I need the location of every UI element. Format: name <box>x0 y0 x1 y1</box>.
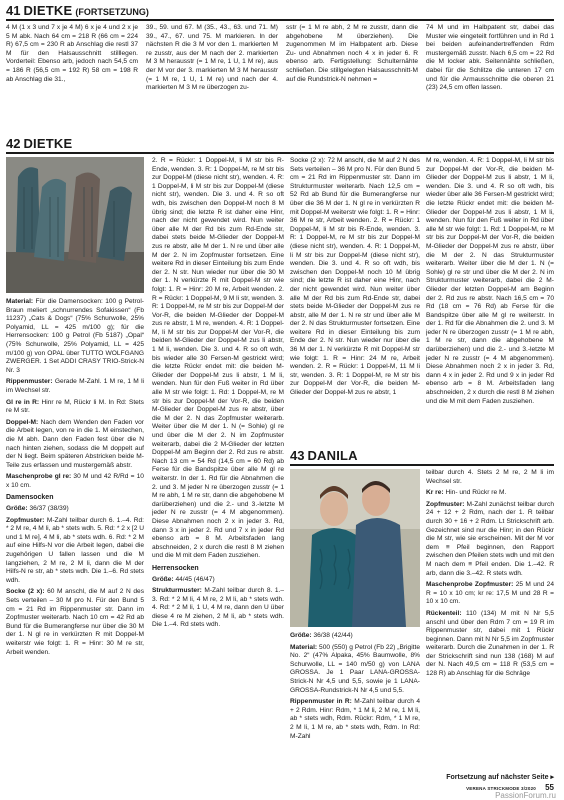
s42-col-1: Material: Für die Damensocken: 100 g Petrol-Braun meliert „schnurrendes Sofakissen“ (Fb 11237) „Cats & Dogs“ (75% Schurwolle, 25% Polyamid, LL = 425 m/100 g); für die Herrensocken: 100 g Petrol (Fb 5187) „Opal“ (75% Schurwolle, 25% Polyamid, LL = 425 m/100 g) von OPAL über TUTTO WOLFGANG ZWERGER. 1 Set ADDI CRASY TRIO-Strick-N Nr. 3 Rippenmuster: Gerade M-Zahl. 1 M re, 1 M li im Wechsel str. Gl re in R: Hinr re M, Rückr li M. In Rd: Stets re M str. Doppel-M: Nach dem Wenden den Faden vor die Arbeit legen, von re in die 1. M einstechen, die M abh. Dann den Faden fest über die N nach hinten ziehen, sodass die M doppelt auf der N liegt. Beim späteren Abstricken beide M-Teile zus erfassen und mustergemäß abstr. Maschenprobe gl re: 30 M und 42 R/Rd = 10 x 10 cm. Damensocken Größe: 36/37 (38/39) Zopfmuster: M-Zahl teilbar durch 6. 1.–4. Rd: * 2 M re, 4 M li, ab * stets wdh. 5. Rd: * 2 x [2 U und 1 M re], 4 M li, ab * stets wdh. 6. Rd: * 2 M auf eine Hilfs-N vor die Arbeit legen, dabei die zugehörigen U fallen lassen und die M langziehen, 2 M re, 2 M li, dann die M der Hilfs-N re str, ab * stets wdh. Die 1.–6. Rd stets wdh. Socke (2 x): 60 M anschl, die M auf 2 N des Sets verteilen – 30 M pro N. Für den Bund 5 cm = 21 Rd im Rippenmuster str. Dann im Zopfmuster weiterarb. Nach 10 cm = 42 Rd ab Bund für die Bumerangferse nur über die 30 M der 1. N gl re in verkürzten R mit Doppel-M weiterstr wie folgt: 1. R = Hinr: 30 M re str, Arbeit wenden. <box>6 298 144 656</box>
s43-col-2: teilbar durch 4. Stets 2 M re, 2 M li im Wechsel str. Kr re: Hin- und Rückr re M. Zopfmuster: M-Zahl zunächst teilbar durch 24 + 12 + 2 Rdm, nach der 1. R teilbar durch 30 + 16 + 2 Rdm. Lt Strickschrift arb. Gezeichnet sind nur die Hinr; in den Rückr die M str, wie sie erscheinen. Mit der M vor dem ≡ Pfeil beginnen, den Rapport zwischen den Pfeilen stets wdh und mit den M nach dem ≡ Pfeil enden. Die 1.–42. R arb, dann die 3.–42. R stets wdh. Maschenprobe Zopfmuster: 25 M und 24 R = 10 x 10 cm; kr re: 17,5 M und 28 R = 10 x 10 cm. Rückenteil: 110 (134) M mit N Nr 5,5 anschl und über den Rdm 7 cm = 19 R im Rippenmuster str, dabei mit 1 Rückr beginnen. Dann mit N Nr 5,5 im Zopfmuster weiterarb. Durch die Zunahmen in der 1. R der Strickschrift sind nun 138 (168) M auf der N. Nach 49,5 cm = 118 R (53,5 cm = 128 R) ab Anschlag für die Schräge <box>426 469 554 678</box>
s41-col-1: 4 M (1 x 3 und 7 x je 4 M) 6 x je 4 und 2 x je 5 M abk. Nach 64 cm = 218 R (66 cm = 224 R) 67,5 cm = 230 R ab Anschlag die restl 37 M für den Halsausschnitt stilllegen. Vorderteil: Ebenso arb, jedoch nach 54,5 cm = 186 R (56,5 cm = 192 R) 58 cm = 198 R ab Anschlag die 31., <box>6 24 138 83</box>
sweater-photo <box>290 469 420 627</box>
section-41-name: DIETKE <box>23 3 73 18</box>
s41-col-2: 39., 59. und 67. M (35., 43., 63. und 71. M) 39., 47., 67. und 75. M markieren. In der nächsten R die 3 M vor den 1. markierten M re zusstr, aus der M nach der 2. markierten M 3 M herausstr (= 1 M re, 1 U, 1 M re), aus der M vor der 3. markierten M 3 M herausstr (= 1 M re, 1 U, 1 M re) und nach der 4. markierten M 3 M re überzogen zu- <box>146 24 278 92</box>
section-41-number: 41 <box>6 3 21 18</box>
section-41-rule <box>6 19 554 21</box>
s43-col-1: Größe: 36/38 (42/44) Material: 500 (550) g Petrol (Fb 22) „Brigitte No. 2“ (47% Alpaka, 45% Baumwolle, 8% Schurwolle, LL = 140 m/50 g) von LANA GROSSA. Je 1 Paar LANA-GROSSA-Strick-N Nr 4,5 und 5,5, sowie je 1 LANA-GROSSA-Rundstrick-N Nr 4,5 und 5,5. Rippenmuster in R: M-Zahl teilbar durch 4 + 2 Rdm. Hinr: Rdm, * 1 M li, 2 M re, 1 M li, ab * stets wdh, Rdm. Rückr: Rdm, * 1 M re, 2 M li, 1 M re, ab * stets wdh, Rdm. In Rd: M-Zahl <box>290 632 420 740</box>
magazine-name: VERENA STRICKMODE 3/2020 <box>466 786 536 791</box>
section-42-name: DIETKE <box>23 136 73 151</box>
section-43-number: 43 <box>290 448 305 463</box>
section-43-name: DANILA <box>307 448 358 463</box>
s42-col-2: 2. R = Rückr: 1 Doppel-M, li M str bis R-Ende, wenden. 3. R: 1 Doppel-M, re M str bis zur Doppel-M (diese nicht str), wenden. 4. R: 1 Doppel-M, li M str bis zur Doppel-M (diese nicht str), wenden. Die 3. und 4. R so oft wdh, bis zwischen den Doppel-M noch 8 M übrig sind; die letzte R ist daher eine Hinr, nach der nicht gewendet wird. Nun weiter über alle M der Rd bis zum Rd-Ende str, dabei stets beide M-Glieder der Doppel-M zus re abstr, alle M der 1. N re und über alle M der 2. N im Zopfmuster fortsetzen. Eine weitere Rd in dieser Einteilung bis zum Ende der 2. N str. Nun wieder nur über die 30 M der 1. N verkürzte R mit Doppel-M str wie folgt: 1. R = Hinr: 20 M re, Arbeit wenden. 2. R = Rückr: 1 Doppel-M, 9 M li str, wenden. 3. R: 1 Doppel-M, re M str bis zur Doppel-M der Vor-R, die beiden M-Glieder der Doppel-M zus re abstr, 1 M re, wenden. 4. R: 1 Doppel-M, li M str bis zur Doppel-M der Vor-R, die beiden M-Glieder der Doppel-M zus li abstr, 1 M li, wenden. Die 3. und 4. R so oft wdh, bis wieder alle 30 Fersen-M gestrickt wird; die letzte Rückr endet mit: die beiden M-Glieder der Doppel-M zus li abstr, 1 M li, wenden. Nun für den Fuß weiter in Rd über alle M str wie folgt: 1. Rd: 1 Doppel-M, re M str bis zur Doppel-M der Vor-R, die beiden M-Glieder der Doppel-M zus re abstr, über die M der 2. N das Zopfmuster weiterarb. Weiter über die M der 1. N (= Sohle) gl re und über die M der 2. N im Zopfmuster weiterarb, dabei die 2 M-Glieder der letzten Doppel-M am Beginn der 2. Rd zus re abstr. Nach 13 cm = 54 Rd (14,5 cm = 60 Rd) ab Ferse für die Bandspitze über alle M gl re weiterstr. In der 1. Rd für die Abnahmen die 2. und 3. M jeder N re überzogen zusstr (= 1 M re abh, 1 M re str, dann die abgehobene M darüberziehen) und die 2.- und 3.-letzte M jeder N re zusstr (= 4 M abgenommen). Diese Abnahmen noch 2 x in jeder 3. Rd, dann 3 x in jeder 2. Rd und 7 x in jeder Rd ebenso arb = 8 M. Arbeitsfaden lang abschneiden, 2 x durch die restl 8 M ziehen und die M mit dem Faden zusziehen. Herrensocken Größe: 44/45 (46/47) Strukturmuster: M-Zahl teilbar durch 8. 1.–3. Rd: * 2 M li, 4 M re, 2 M li, ab * stets wdh. 4. Rd: * 2 M li, 1 U, 4 M re, dann den U über diese 4 re M ziehen, 2 M li, ab * stets wdh. Die 1.–4. Rd stets wdh. <box>152 157 284 629</box>
s41-col-4: 74 M und im Halbpatent str, dabei das Muster wie eingeteilt fortführen und in Rd 1 bei beiden aufeinandertreffenden Rdm mustergemäß zusstr. Nach 6,5 cm = 22 Rd die M locker abk. Seitennähte schließen, dabei für die Schlitze die unteren 17 cm und für die Armausschnitte die oberen 21 (23) 24,5 cm offen lassen. <box>426 24 554 92</box>
section-41-header <box>6 3 149 19</box>
section-42-header <box>6 136 72 152</box>
section-43-rule <box>290 464 554 466</box>
socks-photo <box>6 157 144 293</box>
s42-col-3: Socke (2 x): 72 M anschl, die M auf 2 N des Sets verteilen – 36 M pro N. Für den Bund 5 cm = 21 Rd im Rippenmuster str. Dann im Strukturmuster weiterarb. Nach 12,5 cm = 52 Rd ab Bund für die Bumerangferse nur über die 36 M der 1. N gl re in verkürzten R mit Doppel-M weiterstr wie folgt: 1. R = Hinr: 36 M re str, Arbeit wenden. 2. R = Rückr: 1 Doppel-M, li M str bis R-Ende, wenden. 3. R: 1 Doppel-M, re M str bis zur Doppel-M (diese nicht str), wenden. 4. R: 1 Doppel-M, li M str bis zur Doppel-M (diese nicht str), wenden. Die 3. und 4. R so oft wdh, bis zwischen den Doppel-M noch 10 M übrig sind; die letzte R ist daher eine Hinr, nach der nicht gewendet wird. Nun weiter über alle M der Rd bis zum Rd-Ende str, dabei stets beide M-Glieder der Doppel-M zus re abstr, alle M der 1. N re str und über alle M der 2. N das Strukturmuster fortsetzen. Eine weitere Rd in dieser Einteilung bis zum Ende der 2. N str. Nun wieder nur über die 36 M der 1. N verkürzte R mit Doppel-M str wie folgt: 1. R = Hinr: 24 M re, Arbeit wenden. 2. R = Rückr: 1 Doppel-M, 11 M li str, wenden. 3. R: 1 Doppel-M, re M str bis zur Doppel-M der Vor-R, die beiden M-Glieder der Doppel-M zus re abstr, 1 <box>290 157 420 397</box>
s42-col-4: M re, wenden. 4. R: 1 Doppel-M, li M str bis zur Doppel-M der Vor-R, die beiden M-Glieder der Doppel-M zus li abstr, 1 M li, wenden. Die 3. und 4. R so oft wdh, bis wieder über alle 36 Fersen-M gestrickt wird; die letzte Rückr endet mit: die beiden M-Glieder der Doppel-M zus li abstr, 1 M li, wenden. Nun für den Fuß weiter in Rd über alle M str wie folgt: 1. Rd: 1 Doppel-M, re M str bis zur Doppel-M der Vor-R, die beiden M-Glieder der Doppel-M zus re abstr, über die M der 2. N das Strukturmuster weiterarb. Weiter über die M der 1. N (= Sohle) gl re str und über die M der 2. N im Strukturmuster weiterarb, dabei die 2 M-Glieder der letzten Doppel-M am Beginn der 2. Rd zus re abstr. Nach 16,5 cm = 70 Rd (18 cm = 76 Rd) ab Ferse für die Bandspitze über alle M gl re weiterstr. In der 1. Rd für die Abnahmen die 2. und 3. M jeder N re überzogen zusstr (= 1 M re abh, 1 M re str, dann die abgehobene M darüberziehen) und die 2.- und 3.-letzte M jeder N re zusstr (= 4 M abgenommen). Diese Abnahmen noch 2 x in jeder 3. Rd, dann 4 x in jeder 2. Rd und 9 x in jeder Rd ebenso arb = 8 M. Arbeitsfaden lang abschneiden, 2 x durch die restl 8 M ziehen und die M mit dem Faden zusziehen. <box>426 157 554 405</box>
section-42-number: 42 <box>6 136 21 151</box>
watermark: PassionForum.ru <box>495 791 556 800</box>
page-number: 55 <box>545 783 554 792</box>
section-41-subtitle: (FORTSETZUNG) <box>75 7 149 17</box>
continuation-note: Fortsetzung auf nächster Seite ▸ <box>446 774 554 781</box>
s41-col-3: sstr (= 1 M re abh, 2 M re zusstr, dann die abgehobene M überziehen). Die zugenommen M im Halbpatent arb. Diese Zu- und Abnahmen noch 4 x in jeder 6. R ebenso arb. Fertigstellung: Schulternähte schließen. Die stillgelegten Halsausschnitt-M auf die Rundstrick-N nehmen = <box>286 24 418 83</box>
section-43-header <box>290 448 358 464</box>
section-42-rule <box>6 152 554 154</box>
